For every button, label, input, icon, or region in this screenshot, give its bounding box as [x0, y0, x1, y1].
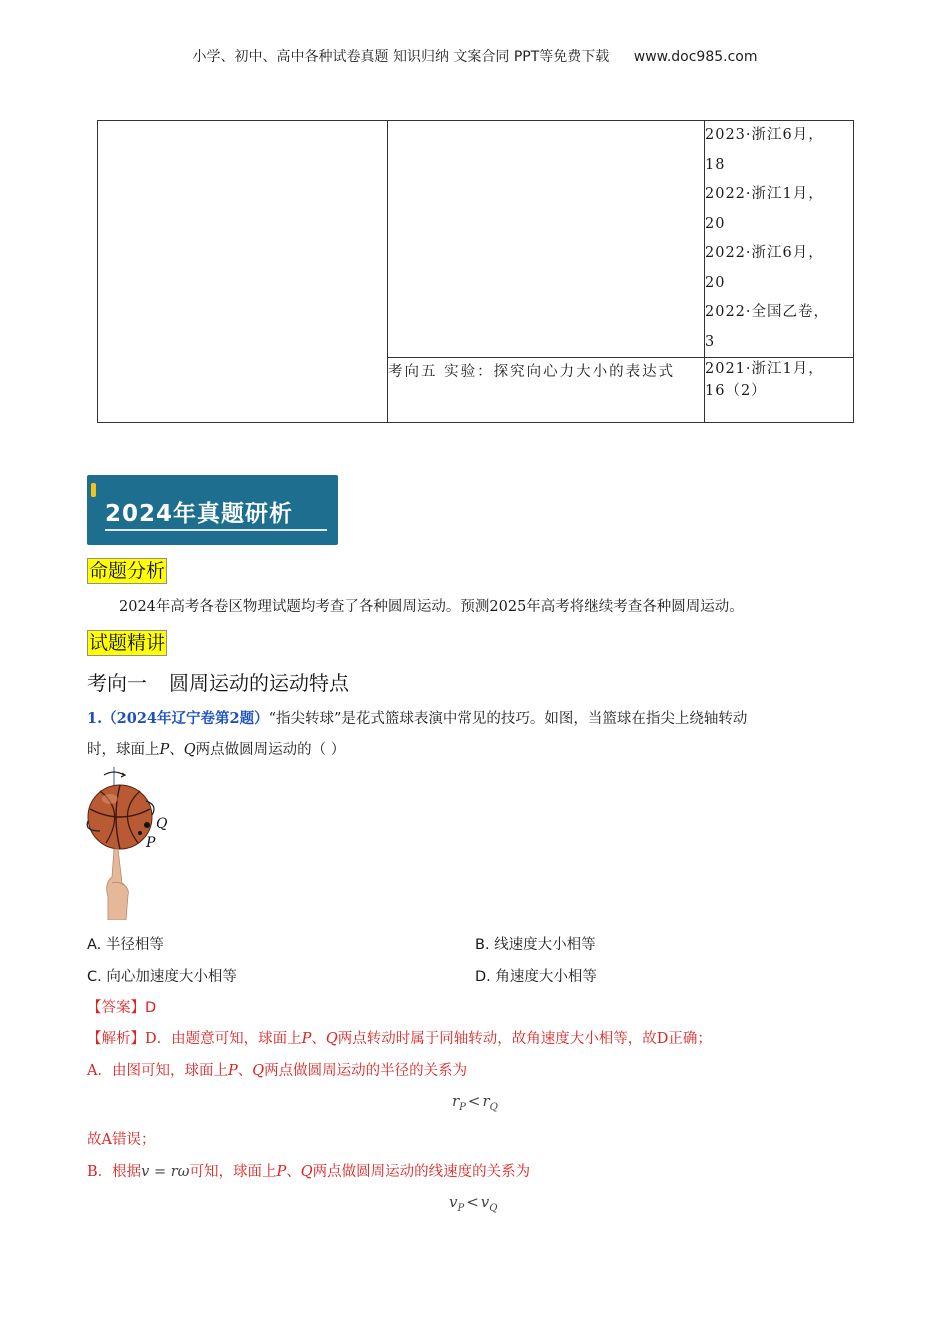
- analysis-text: 两点做圆周运动的半径的关系为: [264, 1063, 468, 1079]
- banner-underline: [105, 529, 327, 531]
- analysis-text: 两点做圆周运动的线速度的关系为: [312, 1164, 531, 1180]
- formula-sub: Q: [489, 1102, 498, 1113]
- analysis-text: 可知，球面上: [189, 1164, 277, 1180]
- source-line: 3: [705, 333, 716, 350]
- formula-sub: P: [459, 1102, 466, 1113]
- page-header: [0, 46, 950, 66]
- analysis-text: B．根据: [87, 1164, 142, 1180]
- sep: 、: [237, 1063, 253, 1079]
- table-cell-empty: [98, 121, 388, 423]
- source-line: 2022·全国乙卷，: [705, 304, 830, 320]
- hand-icon: [107, 849, 129, 920]
- point-q-dot: [144, 822, 150, 828]
- table-cell-topic: 考向五 实验：探究向心力大小的表达式: [388, 358, 705, 423]
- question-line-1: [87, 707, 747, 728]
- question-number: 1.: [87, 710, 103, 727]
- formula-term: v: [449, 1193, 458, 1211]
- question-text-2b: 两点做圆周运动的（ ）: [195, 742, 346, 758]
- source-line: 2021·浙江1月，: [705, 361, 824, 377]
- source-line: 18: [705, 156, 726, 173]
- option-d: D. 角速度大小相等: [475, 969, 597, 985]
- banner-marker: [91, 483, 96, 497]
- topic-prefix: 考向一: [87, 671, 147, 695]
- basketball-figure: [82, 765, 182, 920]
- formula-term: v: [480, 1193, 490, 1211]
- answer-line: [87, 996, 156, 1017]
- source-line: 2023·浙江6月，: [705, 127, 824, 143]
- source-line: 2022·浙江1月，: [705, 186, 824, 202]
- analysis-text: 两点转动时属于同轴转动，故角速度大小相等，故D正确；: [337, 1031, 712, 1047]
- analysis-line-3: 故A错误；: [87, 1132, 156, 1148]
- var-p: P: [227, 1063, 238, 1079]
- var-p: P: [159, 742, 170, 758]
- sep: 、: [286, 1164, 301, 1180]
- analysis-text: A．由图可知，球面上: [87, 1063, 228, 1079]
- answer-label: 【答案】: [87, 1000, 145, 1016]
- var-q: Q: [300, 1164, 313, 1180]
- question-text-2a: 时，球面上: [87, 742, 160, 758]
- header-text: 小学、初中、高中各种试卷真题 知识归纳 文案合同 PPT等免费下载: [192, 49, 610, 65]
- intro-paragraph: 2024年高考各卷区物理试题均考查了各种圆周运动。预测2025年高考将继续考查各种圆周运动。: [119, 599, 744, 615]
- source-line: 20: [705, 274, 726, 291]
- analysis-text: D．由题意可知，球面上: [145, 1031, 302, 1047]
- table-cell-sources: [705, 358, 854, 423]
- sep: 、: [169, 742, 184, 758]
- option-a: A. 半径相等: [87, 937, 164, 953]
- question-line-2: [87, 738, 345, 759]
- var-q: Q: [183, 742, 196, 758]
- table-row: [98, 121, 854, 358]
- var-p: P: [276, 1164, 287, 1180]
- formula-sub: P: [457, 1203, 465, 1214]
- formula-sub: Q: [489, 1203, 498, 1214]
- formula-term: r: [482, 1092, 490, 1110]
- label-p: P: [146, 835, 156, 851]
- option-b: B. 线速度大小相等: [475, 937, 596, 953]
- formula-inline: v = rω: [141, 1164, 190, 1180]
- ball-highlight: [102, 794, 118, 804]
- section-label-questions: 试题精讲: [89, 632, 166, 654]
- section-label-analysis: 命题分析: [89, 560, 166, 582]
- analysis-line-4: [87, 1160, 530, 1181]
- sep: 、: [311, 1031, 326, 1047]
- table-cell-sources: [705, 121, 854, 358]
- topic-title: 圆周运动的运动特点: [169, 671, 349, 695]
- var-p: P: [301, 1031, 312, 1047]
- section-banner: [87, 475, 338, 545]
- analysis-line-2: [87, 1059, 467, 1080]
- question-source: （2024年辽宁卷第2题）: [102, 710, 269, 727]
- formula-radius: [452, 1092, 498, 1113]
- source-line: 20: [705, 215, 726, 232]
- point-p-dot: [138, 831, 142, 835]
- analysis-label: 【解析】: [87, 1031, 145, 1047]
- var-q: Q: [325, 1031, 338, 1047]
- table-cell-empty: [388, 121, 705, 358]
- formula-term: r: [452, 1092, 460, 1110]
- answer-value: D: [145, 1000, 157, 1016]
- banner-title: 2024年真题研析: [105, 501, 294, 527]
- exam-table: [97, 120, 854, 423]
- source-line: 16（2）: [705, 383, 767, 399]
- var-q: Q: [252, 1063, 265, 1079]
- formula-velocity: [449, 1193, 497, 1214]
- analysis-line-1: [87, 1027, 712, 1048]
- source-line: 2022·浙江6月，: [705, 245, 824, 261]
- topic-heading: [87, 667, 349, 696]
- label-q: Q: [156, 816, 168, 832]
- option-c: C. 向心加速度大小相等: [87, 969, 237, 985]
- formula-op: <: [466, 1193, 479, 1211]
- formula-op: <: [467, 1092, 481, 1110]
- question-text-1: “指尖转球”是花式篮球表演中常见的技巧。如图，当篮球在指尖上绕轴转动: [268, 711, 748, 727]
- header-url[interactable]: www.doc985.com: [633, 49, 758, 65]
